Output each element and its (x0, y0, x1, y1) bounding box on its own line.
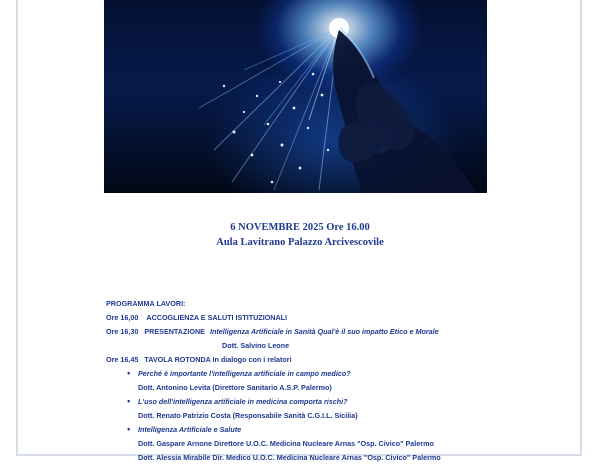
program-question-3-speaker-1: Dott. Gaspare Arnone Direttore U.O.C. Medicina Nucleare Arnas "Osp. Civico" Palermo (138, 439, 434, 448)
program-speaker-1: Dott. Salvino Leone (222, 341, 290, 350)
program-line-2-italic: Intelligenza Artificiale in Sanità Qual'è il suo impatto Etico e Morale (209, 327, 439, 336)
program-line-2-label: PRESENTAZIONE (144, 327, 205, 336)
program-question-2-speaker: Dott. Renato Patrizio Costa (Responsabile Sanità C.G.I.L. Sicilia) (138, 411, 358, 420)
hand-light-illustration (104, 0, 487, 193)
program-line-3-time: Ore 16,45 (106, 355, 139, 364)
program-line-2 (106, 325, 439, 338)
program-question-3-speaker-2: Dott. Alessia Mirabile Dir. Medico U.O.C. Medicina Nucleare Arnas "Osp. Civico" Palermo (138, 453, 441, 462)
event-date: 6 NOVEMBRE 2025 Ore 16.00 (230, 222, 370, 233)
event-venue: Aula Lavitrano Palazzo Arcivescovile (216, 237, 384, 248)
program-line-1 (106, 311, 287, 324)
program-line-3-text: TAVOLA ROTONDA In dialogo con i relatori (144, 355, 292, 364)
program-title: PROGRAMMA LAVORI: (106, 299, 186, 308)
program-line-1-text: ACCOGLIENZA E SALUTI ISTITUZIONALI (146, 313, 288, 322)
program-line-3 (106, 353, 292, 366)
program-question-1-speaker: Dott. Antonino Levita (Direttore Sanitario A.S.P. Palermo) (138, 383, 332, 392)
hero-image (104, 0, 487, 193)
program-question-3: • Intelligenza Artificiale e Salute (138, 423, 241, 436)
program-question-1: • Perché è importante l'intelligenza artificiale in campo medico? (138, 367, 351, 380)
event-info (0, 220, 600, 250)
program-line-2-time: Ore 16,30 (106, 327, 139, 336)
program-line-1-time: Ore 16,00 (106, 313, 139, 322)
program-question-2: • L'uso dell'intelligenza artificiale in medicina comporta rischi? (138, 395, 348, 408)
